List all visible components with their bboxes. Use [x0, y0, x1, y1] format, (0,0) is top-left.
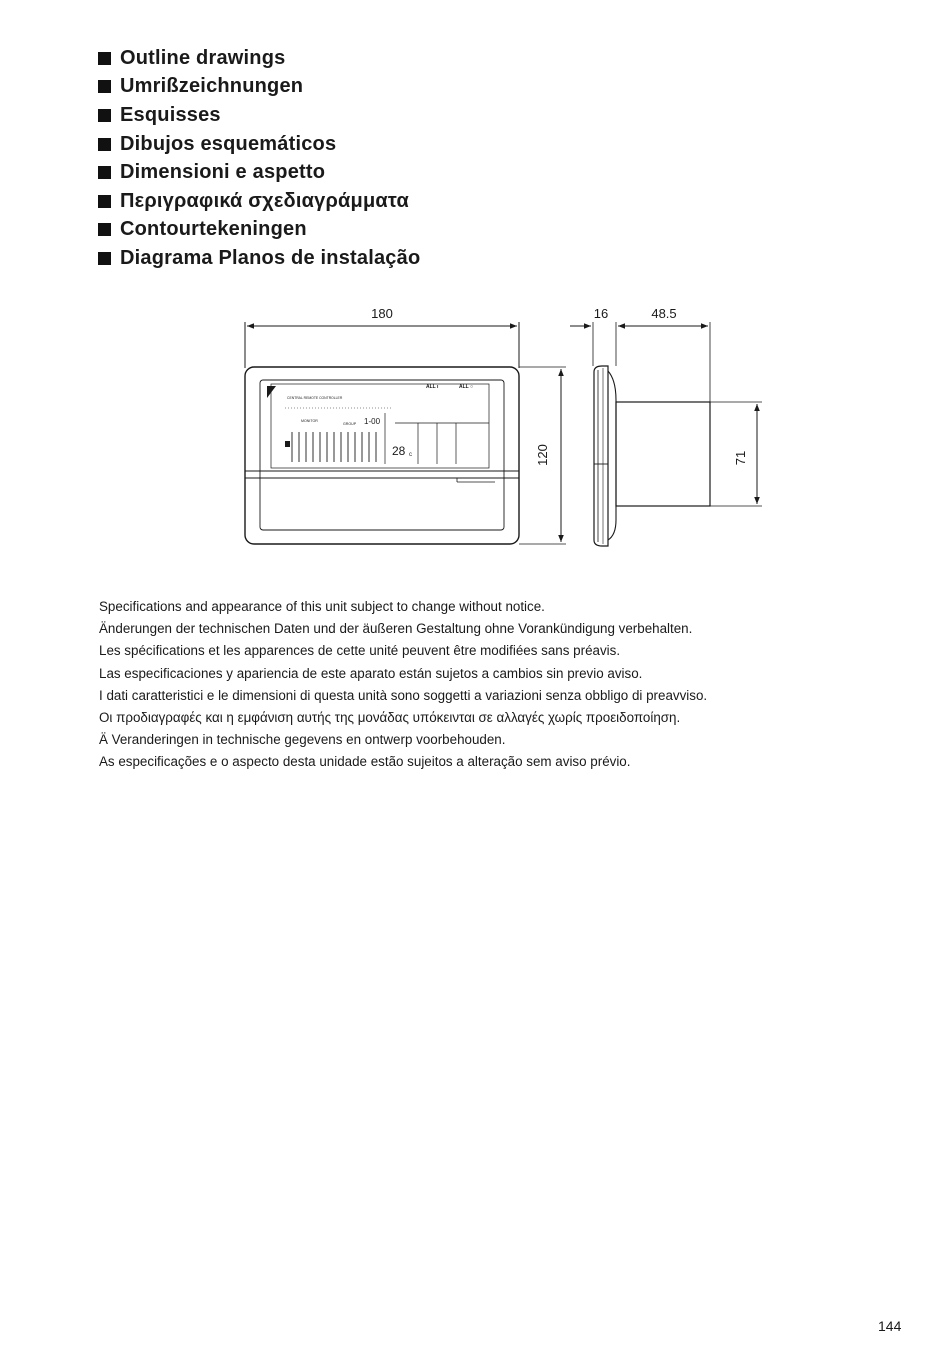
note-portuguese: As especificações e o aspecto desta unidade estão sujeitos a alteração sem aviso prévio.	[99, 754, 631, 770]
temperature-display: 28	[392, 444, 406, 458]
width-dimension	[245, 306, 519, 368]
note-italian: I dati caratteristici e le dimensioni di questa unità sono soggetti a variazioni senza obbligo di preavviso.	[99, 687, 708, 703]
heading-text: Esquisses	[120, 103, 221, 126]
depth-dimension	[570, 306, 710, 402]
indicator-block	[285, 441, 290, 447]
note-dutch: Ä Veranderingen in technische gegevens en ontwerp voorbehouden.	[99, 732, 506, 748]
heading-text: Contourtekeningen	[120, 218, 307, 241]
specification-notes	[99, 596, 859, 774]
unit-bars	[292, 432, 376, 462]
outline-drawing	[0, 0, 950, 600]
height-dimension	[519, 367, 566, 544]
all-on-label: ALL ı	[426, 384, 439, 390]
group-value: 1-00	[364, 417, 381, 426]
heading-text: Dibujos esquemáticos	[120, 132, 337, 155]
temperature-unit: c	[409, 452, 412, 458]
panel-title: CENTRAL REMOTE CONTROLLER	[287, 396, 343, 400]
group-label: GROUP	[343, 422, 357, 426]
heading-text: Περιγραφικά σχεδιαγράμματα	[120, 189, 409, 212]
heading-text: Diagrama Planos de instalação	[120, 246, 421, 269]
note-german: Änderungen der technischen Daten und der äußeren Gestaltung ohne Vorankündigung verbehalten.	[99, 621, 693, 637]
body-height-label: 71	[733, 450, 748, 466]
note-spanish: Las especificaciones y apariencia de este aparato están sujetos a cambios sin previo aviso.	[99, 665, 643, 681]
side-view	[594, 366, 710, 546]
front-view	[245, 367, 519, 544]
page-number: 144	[878, 1318, 902, 1334]
depth-total-label: 48.5	[651, 306, 677, 321]
logo-icon	[267, 386, 276, 398]
all-off-label: ALL ○	[459, 384, 474, 390]
width-label: 180	[371, 306, 393, 321]
monitor-label: MONITOR	[301, 419, 318, 423]
heading-text: Umrißzeichnungen	[120, 75, 304, 98]
heading-text: Dimensioni e aspetto	[120, 161, 326, 184]
note-french: Les spécifications et les apparences de cette unité peuvent être modifiées sans préavis.	[99, 643, 621, 659]
heading-text: Outline drawings	[120, 46, 286, 69]
height-label: 120	[535, 444, 550, 466]
note-english: Specifications and appearance of this unit subject to change without notice.	[99, 599, 545, 614]
body-height-dimension	[710, 402, 762, 506]
note-greek: Οι προδιαγραφές και η εμφάνιση αυτής της μονάδας υπόκεινται σε αλλαγές χωρίς προειδοποίηση.	[99, 710, 681, 726]
depth-front-label: 16	[593, 306, 609, 321]
